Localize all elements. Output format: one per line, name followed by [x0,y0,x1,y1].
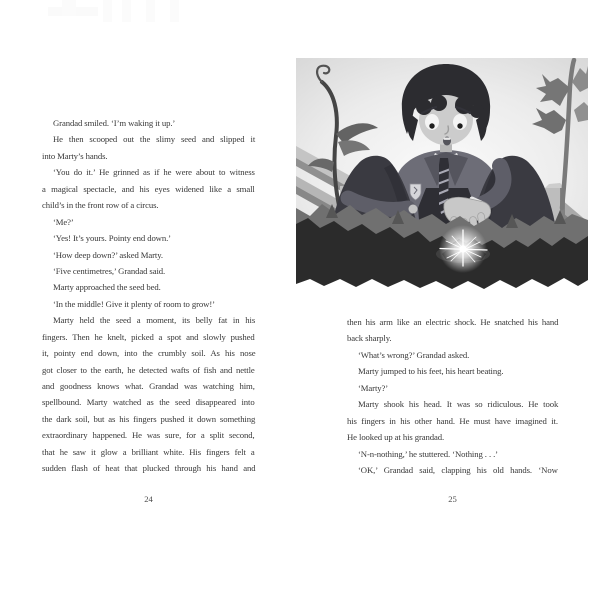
story-text-right [347,314,558,478]
text-line: back sharply. [347,333,392,344]
seed-glow [439,225,487,273]
text-line: got closer to the earth, he detected wafts of fish and nettle [42,364,255,375]
text-line: ‘OK,’ Grandad said, clapping his old hands. ‘Now [358,464,558,475]
text-line: He looked up at his grandad. [347,432,445,443]
text-line: and goodness knows what. Grandad was watching him, [42,381,255,391]
text-line: that he saw it glow a brilliant white. His fingers felt a [42,446,255,457]
text-line: ‘What’s wrong?’ Grandad asked. [358,349,470,360]
text-line: fingers. Then he knelt, picked a spot and slowly pushed [42,331,255,342]
text-line: extraordinary happened. He was sure, for a split second, [42,430,255,441]
text-line: ‘Me?’ [53,216,74,227]
text-line: Marty shook his head. It was so ridiculous. He took [358,399,559,410]
text-line: spellbound. Marty watched as the seed disappeared into [42,397,255,408]
text-line: ‘You do it.’ He grinned as if he were about to witness [53,167,255,178]
story-text-left [42,115,255,477]
text-line: into Marty’s hands. [42,150,108,161]
text-line: his fingers in his other hand. He must have imagined it. [347,415,558,426]
text-line: ‘How deep down?’ asked Marty. [53,249,163,260]
pupil [429,123,434,128]
text-line: ‘Five centimetres,’ Grandad said. [53,265,166,276]
text-line: ‘In the middle! Give it plenty of room to grow!’ [53,298,215,309]
story-illustration [296,58,588,290]
text-line: ‘Marty?’ [358,382,389,393]
text-line: Marty jumped to his feet, his heart beating. [358,366,504,377]
text-line: then his arm like an electric shock. He snatched his hand [347,317,559,327]
text-line: Marty approached the seed bed. [53,282,161,293]
text-line: Marty held the seed a moment, its belly fat in his [53,315,256,326]
text-line: child’s in the front row of a circus. [42,200,159,211]
text-line: the dark soil, but as his fingers pushed it down something [42,413,256,424]
text-line: He then scooped out the slimy seed and slipped it [53,134,256,145]
text-line: ‘Yes! It’s yours. Pointy end down.’ [53,233,171,244]
text-line: it, pointy end down, into the crumbly soil. As his nose [42,348,256,359]
text-line: a magical spectacle, and his eyes widened like a small [42,183,255,194]
pupil [457,123,462,128]
page-number-right: 25 [448,494,457,504]
tie [439,158,449,165]
text-line: ‘N-n-nothing,’ he stuttered. ‘Nothing . . .’ [358,448,498,459]
text-line: sudden flash of heat that plucked through his hand and [42,463,256,474]
text-line: Grandad smiled. ‘I’m waking it up.’ [53,118,176,128]
page-number-left: 24 [144,494,153,504]
